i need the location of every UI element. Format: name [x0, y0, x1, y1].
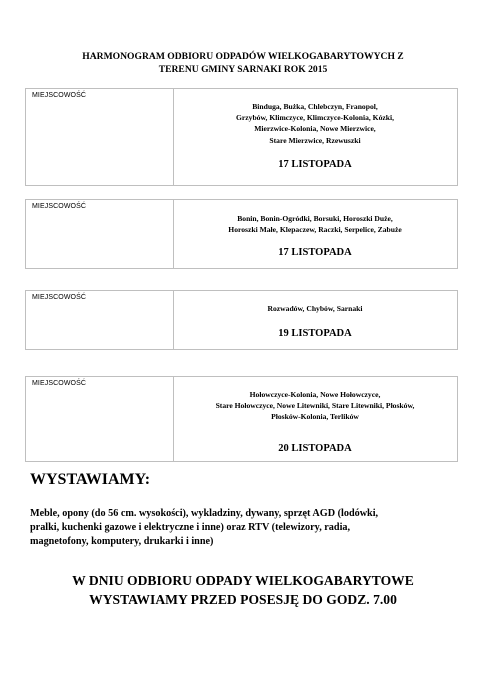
- locality-list: [173, 101, 457, 146]
- locality-line: Stare Hołowczyce, Nowe Litewniki, Stare Litewniki, Płosków,: [215, 401, 415, 411]
- description-line: Meble, opony (do 56 cm. wysokości), wykladziny, dywany, sprzęt AGD (lodówki,: [30, 508, 379, 519]
- pickup-date: 17 LISTOPADA: [278, 159, 352, 170]
- locality-line: Mierzwice-Kolonia, Nowe Mierzwice,: [254, 124, 376, 134]
- locality-line: Płosków-Kolonia, Terlików: [271, 412, 359, 422]
- title-line-1: HARMONOGRAM ODBIORU ODPADÓW WIELKOGABARYTOWYCH Z: [82, 51, 404, 62]
- pickup-date: 20 LISTOPADA: [278, 443, 352, 454]
- schedule-box-4: [25, 376, 458, 462]
- pickup-date: 17 LISTOPADA: [278, 247, 352, 258]
- column-divider: [173, 291, 174, 349]
- locality-line: Hołowczyce-Kolonia, Nowe Hołowczyce,: [249, 390, 381, 399]
- locality-line: Binduga, Bużka, Chlebczyn, Franopol,: [252, 102, 378, 111]
- locality-list: [173, 303, 457, 314]
- description-line: magnetofony, komputery, drukarki i inne): [30, 536, 214, 547]
- pickup-date: 19 LISTOPADA: [278, 328, 352, 339]
- pickup-notice: [20, 571, 466, 609]
- description-line: pralki, kuchenki gazowe i elektryczne i inne) oraz RTV (telewizory, radia,: [30, 522, 351, 533]
- locality-line: Rozwadów, Chybów, Sarnaki: [267, 304, 363, 313]
- locality-label: MIEJSCOWOŚĆ: [32, 203, 86, 210]
- schedule-box-3: [25, 290, 458, 350]
- locality-line: Stare Mierzwice, Rzewuszki: [269, 135, 361, 145]
- locality-label: MIEJSCOWOŚĆ: [32, 294, 86, 301]
- items-description: [30, 507, 460, 549]
- notice-line-1: W DNIU ODBIORU ODPADY WIELKOGABARYTOWE: [72, 573, 414, 588]
- locality-label: MIEJSCOWOŚĆ: [32, 92, 86, 99]
- locality-line: Horoszki Małe, Klepaczew, Raczki, Serpelice, Zabuże: [228, 225, 402, 235]
- schedule-box-1: [25, 88, 458, 186]
- document-title: [30, 50, 456, 76]
- locality-label: MIEJSCOWOŚĆ: [32, 380, 86, 387]
- section-heading: WYSTAWIAMY:: [30, 471, 151, 488]
- locality-list: [173, 213, 457, 235]
- locality-list: [173, 389, 457, 423]
- notice-line-2: WYSTAWIAMY PRZED POSESJĘ DO GODZ. 7.00: [89, 592, 397, 607]
- locality-line: Grzybów, Klimczyce, Klimczyce-Kolonia, Kózki,: [236, 113, 394, 123]
- schedule-box-2: [25, 199, 458, 269]
- title-line-2: TERENU GMINY SARNAKI ROK 2015: [158, 64, 328, 75]
- locality-line: Bonin, Bonin-Ogródki, Borsuki, Horoszki Duże,: [237, 214, 393, 223]
